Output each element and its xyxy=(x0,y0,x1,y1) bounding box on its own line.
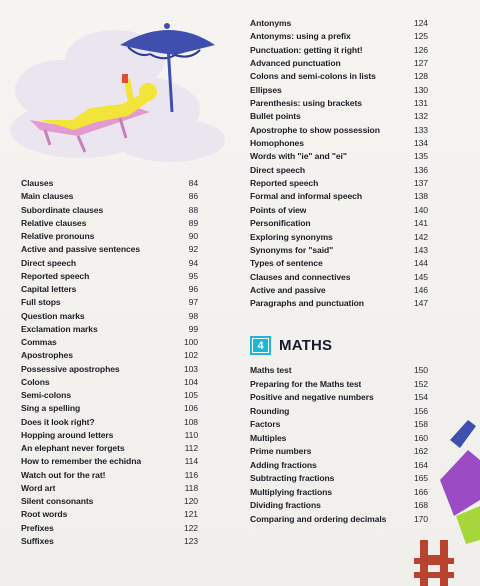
toc-right-column-bottom xyxy=(250,365,428,527)
toc-entry xyxy=(250,433,428,447)
toc-entry xyxy=(21,191,198,204)
toc-entry xyxy=(250,111,428,124)
toc-entry xyxy=(250,500,428,514)
toc-entry-page-number: 114 xyxy=(184,456,198,467)
toc-entry-page-number: 118 xyxy=(184,482,198,493)
toc-entry xyxy=(250,487,428,501)
number-figure-decoration xyxy=(410,420,480,586)
toc-entry xyxy=(21,430,198,443)
toc-entry xyxy=(250,460,428,474)
toc-entry xyxy=(250,58,428,71)
toc-entry-title: Factors xyxy=(250,419,281,429)
toc-entry-title: Possessive apostrophes xyxy=(21,363,120,374)
toc-entry-title: Homophones xyxy=(250,138,304,149)
toc-entry xyxy=(250,298,428,311)
toc-entry xyxy=(21,271,198,284)
toc-entry-page-number: 134 xyxy=(413,138,428,149)
toc-entry xyxy=(21,417,198,430)
toc-entry-title: Comparing and ordering decimals xyxy=(250,513,387,524)
toc-entry-title: Punctuation: getting it right! xyxy=(250,44,363,55)
toc-entry xyxy=(21,258,198,271)
toc-entry-title: Apostrophes xyxy=(21,350,73,361)
toc-entry xyxy=(21,403,198,416)
toc-entry-title: An elephant never forgets xyxy=(21,443,125,453)
toc-entry-title: Paragraphs and punctuation xyxy=(250,298,364,309)
toc-entry-page-number: 146 xyxy=(413,284,428,295)
toc-entry-page-number: 152 xyxy=(413,378,428,389)
toc-entry xyxy=(21,483,198,496)
toc-entry-title: Commas xyxy=(21,337,57,347)
section-number-badge xyxy=(250,336,271,355)
toc-entry-page-number: 96 xyxy=(188,284,198,294)
toc-entry xyxy=(250,218,428,231)
toc-entry-page-number: 142 xyxy=(413,231,428,242)
toc-entry-page-number: 166 xyxy=(413,486,428,497)
toc-entry-title: Subtracting fractions xyxy=(250,473,335,483)
toc-entry-title: Reported speech xyxy=(250,178,319,189)
toc-entry-title: Subordinate clauses xyxy=(21,204,104,215)
toc-entry xyxy=(250,191,428,204)
toc-entry-title: Adding fractions xyxy=(250,459,317,470)
toc-entry-title: Types of sentence xyxy=(250,258,323,269)
toc-entry-title: Prefixes xyxy=(21,522,54,533)
toc-entry-page-number: 103 xyxy=(183,363,198,374)
toc-entry-page-number: 133 xyxy=(413,124,428,135)
toc-entry xyxy=(250,45,428,58)
toc-entry-page-number: 137 xyxy=(413,178,428,189)
toc-entry xyxy=(250,379,428,393)
toc-entry xyxy=(21,443,198,456)
toc-entry-title: Relative clauses xyxy=(21,217,87,228)
toc-entry-page-number: 132 xyxy=(413,111,428,122)
toc-entry-page-number: 110 xyxy=(184,429,198,440)
toc-entry-title: How to remember the echidna xyxy=(21,456,142,467)
toc-entry-title: Points of view xyxy=(250,204,307,215)
toc-entry xyxy=(250,98,428,111)
toc-entry-title: Semi-colons xyxy=(21,390,71,400)
toc-entry-title: Dividing fractions xyxy=(250,500,321,510)
toc-entry xyxy=(21,456,198,469)
toc-entry-page-number: 138 xyxy=(413,191,428,202)
toc-entry-title: Colons xyxy=(21,376,50,387)
toc-entry-page-number: 140 xyxy=(413,204,428,215)
toc-entry-title: Reported speech xyxy=(21,270,90,281)
toc-entry-page-number: 121 xyxy=(183,509,198,520)
toc-entry xyxy=(21,244,198,257)
toc-entry-page-number: 106 xyxy=(183,403,198,414)
toc-entry-page-number: 123 xyxy=(183,535,198,546)
toc-entry xyxy=(21,390,198,403)
toc-entry-page-number: 120 xyxy=(183,496,198,506)
toc-entry-page-number: 145 xyxy=(413,271,428,282)
toc-entry-page-number: 126 xyxy=(413,44,428,55)
toc-entry-page-number: 97 xyxy=(188,297,198,308)
toc-entry xyxy=(21,523,198,536)
toc-entry xyxy=(250,232,428,245)
toc-entry-title: Clauses and connectives xyxy=(250,271,351,282)
toc-entry-page-number: 98 xyxy=(188,310,198,321)
toc-entry-page-number: 131 xyxy=(413,98,428,109)
toc-entry-page-number: 150 xyxy=(413,365,428,375)
toc-entry-title: Advanced punctuation xyxy=(250,58,341,69)
toc-entry xyxy=(250,272,428,285)
toc-entry-title: Antonyms: using a prefix xyxy=(250,31,351,42)
toc-entry xyxy=(21,509,198,522)
toc-entry-title: Multiplying fractions xyxy=(250,486,332,497)
toc-entry-title: Multiples xyxy=(250,432,287,443)
toc-entry xyxy=(250,245,428,258)
toc-entry xyxy=(250,125,428,138)
toc-entry-title: Parenthesis: using brackets xyxy=(250,98,362,109)
toc-entry-page-number: 116 xyxy=(184,469,198,480)
toc-entry-page-number: 112 xyxy=(184,443,198,453)
toc-entry-title: Ellipses xyxy=(250,84,282,95)
toc-entry xyxy=(250,151,428,164)
toc-entry xyxy=(250,178,428,191)
toc-entry-title: Words with "ie" and "ei" xyxy=(250,151,347,162)
toc-entry xyxy=(21,297,198,310)
toc-entry xyxy=(21,377,198,390)
section-number: 4 xyxy=(253,339,268,352)
toc-entry-title: Personification xyxy=(250,218,311,229)
toc-entry-title: Colons and semi-colons in lists xyxy=(250,71,376,82)
toc-entry-page-number: 86 xyxy=(188,191,198,202)
toc-entry-title: Does it look right? xyxy=(21,416,95,427)
toc-entry xyxy=(21,536,198,549)
toc-entry xyxy=(250,365,428,379)
toc-entry xyxy=(21,205,198,218)
toc-entry-page-number: 108 xyxy=(183,416,198,427)
toc-entry xyxy=(21,496,198,509)
toc-entry-title: Preparing for the Maths test xyxy=(250,378,362,389)
toc-entry xyxy=(250,285,428,298)
toc-entry-page-number: 144 xyxy=(413,258,428,269)
toc-entry xyxy=(21,231,198,244)
toc-entry xyxy=(21,470,198,483)
toc-entry xyxy=(21,350,198,363)
toc-entry-title: Full stops xyxy=(21,297,61,308)
toc-entry-title: Relative pronouns xyxy=(21,231,95,241)
toc-entry-title: Silent consonants xyxy=(21,496,94,506)
toc-entry xyxy=(250,473,428,487)
toc-entry xyxy=(21,284,198,297)
toc-entry-title: Hopping around letters xyxy=(21,429,114,440)
toc-entry-title: Exclamation marks xyxy=(21,323,98,334)
toc-entry-page-number: 102 xyxy=(183,350,198,361)
toc-entry-page-number: 89 xyxy=(188,217,198,228)
toc-entry-page-number: 154 xyxy=(413,392,428,402)
toc-entry-title: Main clauses xyxy=(21,191,74,202)
toc-entry-title: Bullet points xyxy=(250,111,301,122)
toc-entry xyxy=(21,364,198,377)
toc-entry-title: Capital letters xyxy=(21,284,77,294)
toc-entry-page-number: 105 xyxy=(183,390,198,400)
toc-entry-page-number: 130 xyxy=(413,84,428,95)
toc-entry-title: Sing a spelling xyxy=(21,403,81,414)
toc-entry-page-number: 156 xyxy=(413,405,428,416)
toc-entry-title: Apostrophe to show possession xyxy=(250,124,380,135)
toc-entry-page-number: 141 xyxy=(413,218,428,229)
beach-chair-illustration xyxy=(0,0,240,170)
toc-entry-page-number: 100 xyxy=(183,337,198,347)
toc-entry-page-number: 162 xyxy=(413,446,428,456)
toc-entry-page-number: 168 xyxy=(413,500,428,510)
toc-entry xyxy=(250,165,428,178)
toc-entry-title: Exploring synonyms xyxy=(250,231,333,242)
toc-entry-title: Antonyms xyxy=(250,18,292,28)
toc-entry-page-number: 90 xyxy=(188,231,198,241)
toc-entry-page-number: 165 xyxy=(413,473,428,483)
toc-entry-page-number: 122 xyxy=(183,522,198,533)
toc-entry-title: Formal and informal speech xyxy=(250,191,363,202)
section-title: MATHS xyxy=(279,337,333,354)
toc-entry xyxy=(250,258,428,271)
toc-entry xyxy=(21,324,198,337)
toc-entry-page-number: 170 xyxy=(413,513,428,524)
toc-entry-page-number: 124 xyxy=(413,18,428,28)
toc-entry-page-number: 164 xyxy=(413,459,428,470)
toc-entry-page-number: 125 xyxy=(413,31,428,42)
toc-entry-title: Maths test xyxy=(250,365,292,375)
toc-entry xyxy=(250,31,428,44)
toc-entry-title: Active and passive xyxy=(250,284,326,295)
toc-entry xyxy=(250,205,428,218)
toc-entry-page-number: 147 xyxy=(413,298,428,309)
toc-entry xyxy=(250,446,428,460)
toc-entry-title: Question marks xyxy=(21,310,85,321)
toc-entry-page-number: 94 xyxy=(188,257,198,268)
toc-entry xyxy=(250,392,428,406)
toc-entry xyxy=(21,311,198,324)
toc-entry-title: Clauses xyxy=(21,178,54,188)
toc-entry-page-number: 136 xyxy=(413,164,428,175)
toc-entry-title: Word art xyxy=(21,482,56,493)
toc-entry-page-number: 99 xyxy=(188,323,198,334)
toc-entry xyxy=(250,514,428,528)
toc-entry-title: Active and passive sentences xyxy=(21,244,141,255)
toc-entry xyxy=(250,406,428,420)
toc-entry xyxy=(250,85,428,98)
toc-entry xyxy=(250,18,428,31)
toc-entry-page-number: 135 xyxy=(413,151,428,162)
toc-entry-page-number: 158 xyxy=(413,419,428,429)
toc-entry xyxy=(21,218,198,231)
toc-right-column-top xyxy=(250,18,428,312)
toc-entry xyxy=(21,337,198,350)
toc-entry-title: Watch out for the rat! xyxy=(21,469,106,480)
toc-entry-page-number: 160 xyxy=(413,432,428,443)
toc-entry xyxy=(250,419,428,433)
toc-entry xyxy=(21,178,198,191)
toc-entry-page-number: 84 xyxy=(188,178,198,188)
toc-entry-title: Positive and negative numbers xyxy=(250,392,374,402)
toc-entry-page-number: 95 xyxy=(188,270,198,281)
toc-entry-title: Suffixes xyxy=(21,535,54,546)
toc-entry-page-number: 92 xyxy=(188,244,198,255)
toc-entry-title: Direct speech xyxy=(250,164,306,175)
toc-entry-page-number: 88 xyxy=(188,204,198,215)
toc-entry-title: Prime numbers xyxy=(250,446,312,456)
toc-entry xyxy=(250,138,428,151)
toc-entry xyxy=(250,71,428,84)
toc-entry-page-number: 143 xyxy=(413,244,428,255)
toc-entry-title: Direct speech xyxy=(21,257,77,268)
toc-entry-page-number: 127 xyxy=(413,58,428,69)
toc-entry-page-number: 128 xyxy=(413,71,428,82)
toc-entry-title: Synonyms for "said" xyxy=(250,244,334,255)
toc-entry-title: Root words xyxy=(21,509,68,520)
toc-entry-title: Rounding xyxy=(250,405,290,416)
toc-left-column xyxy=(21,178,198,549)
section-header-maths xyxy=(250,336,332,355)
toc-entry-page-number: 104 xyxy=(183,376,198,387)
